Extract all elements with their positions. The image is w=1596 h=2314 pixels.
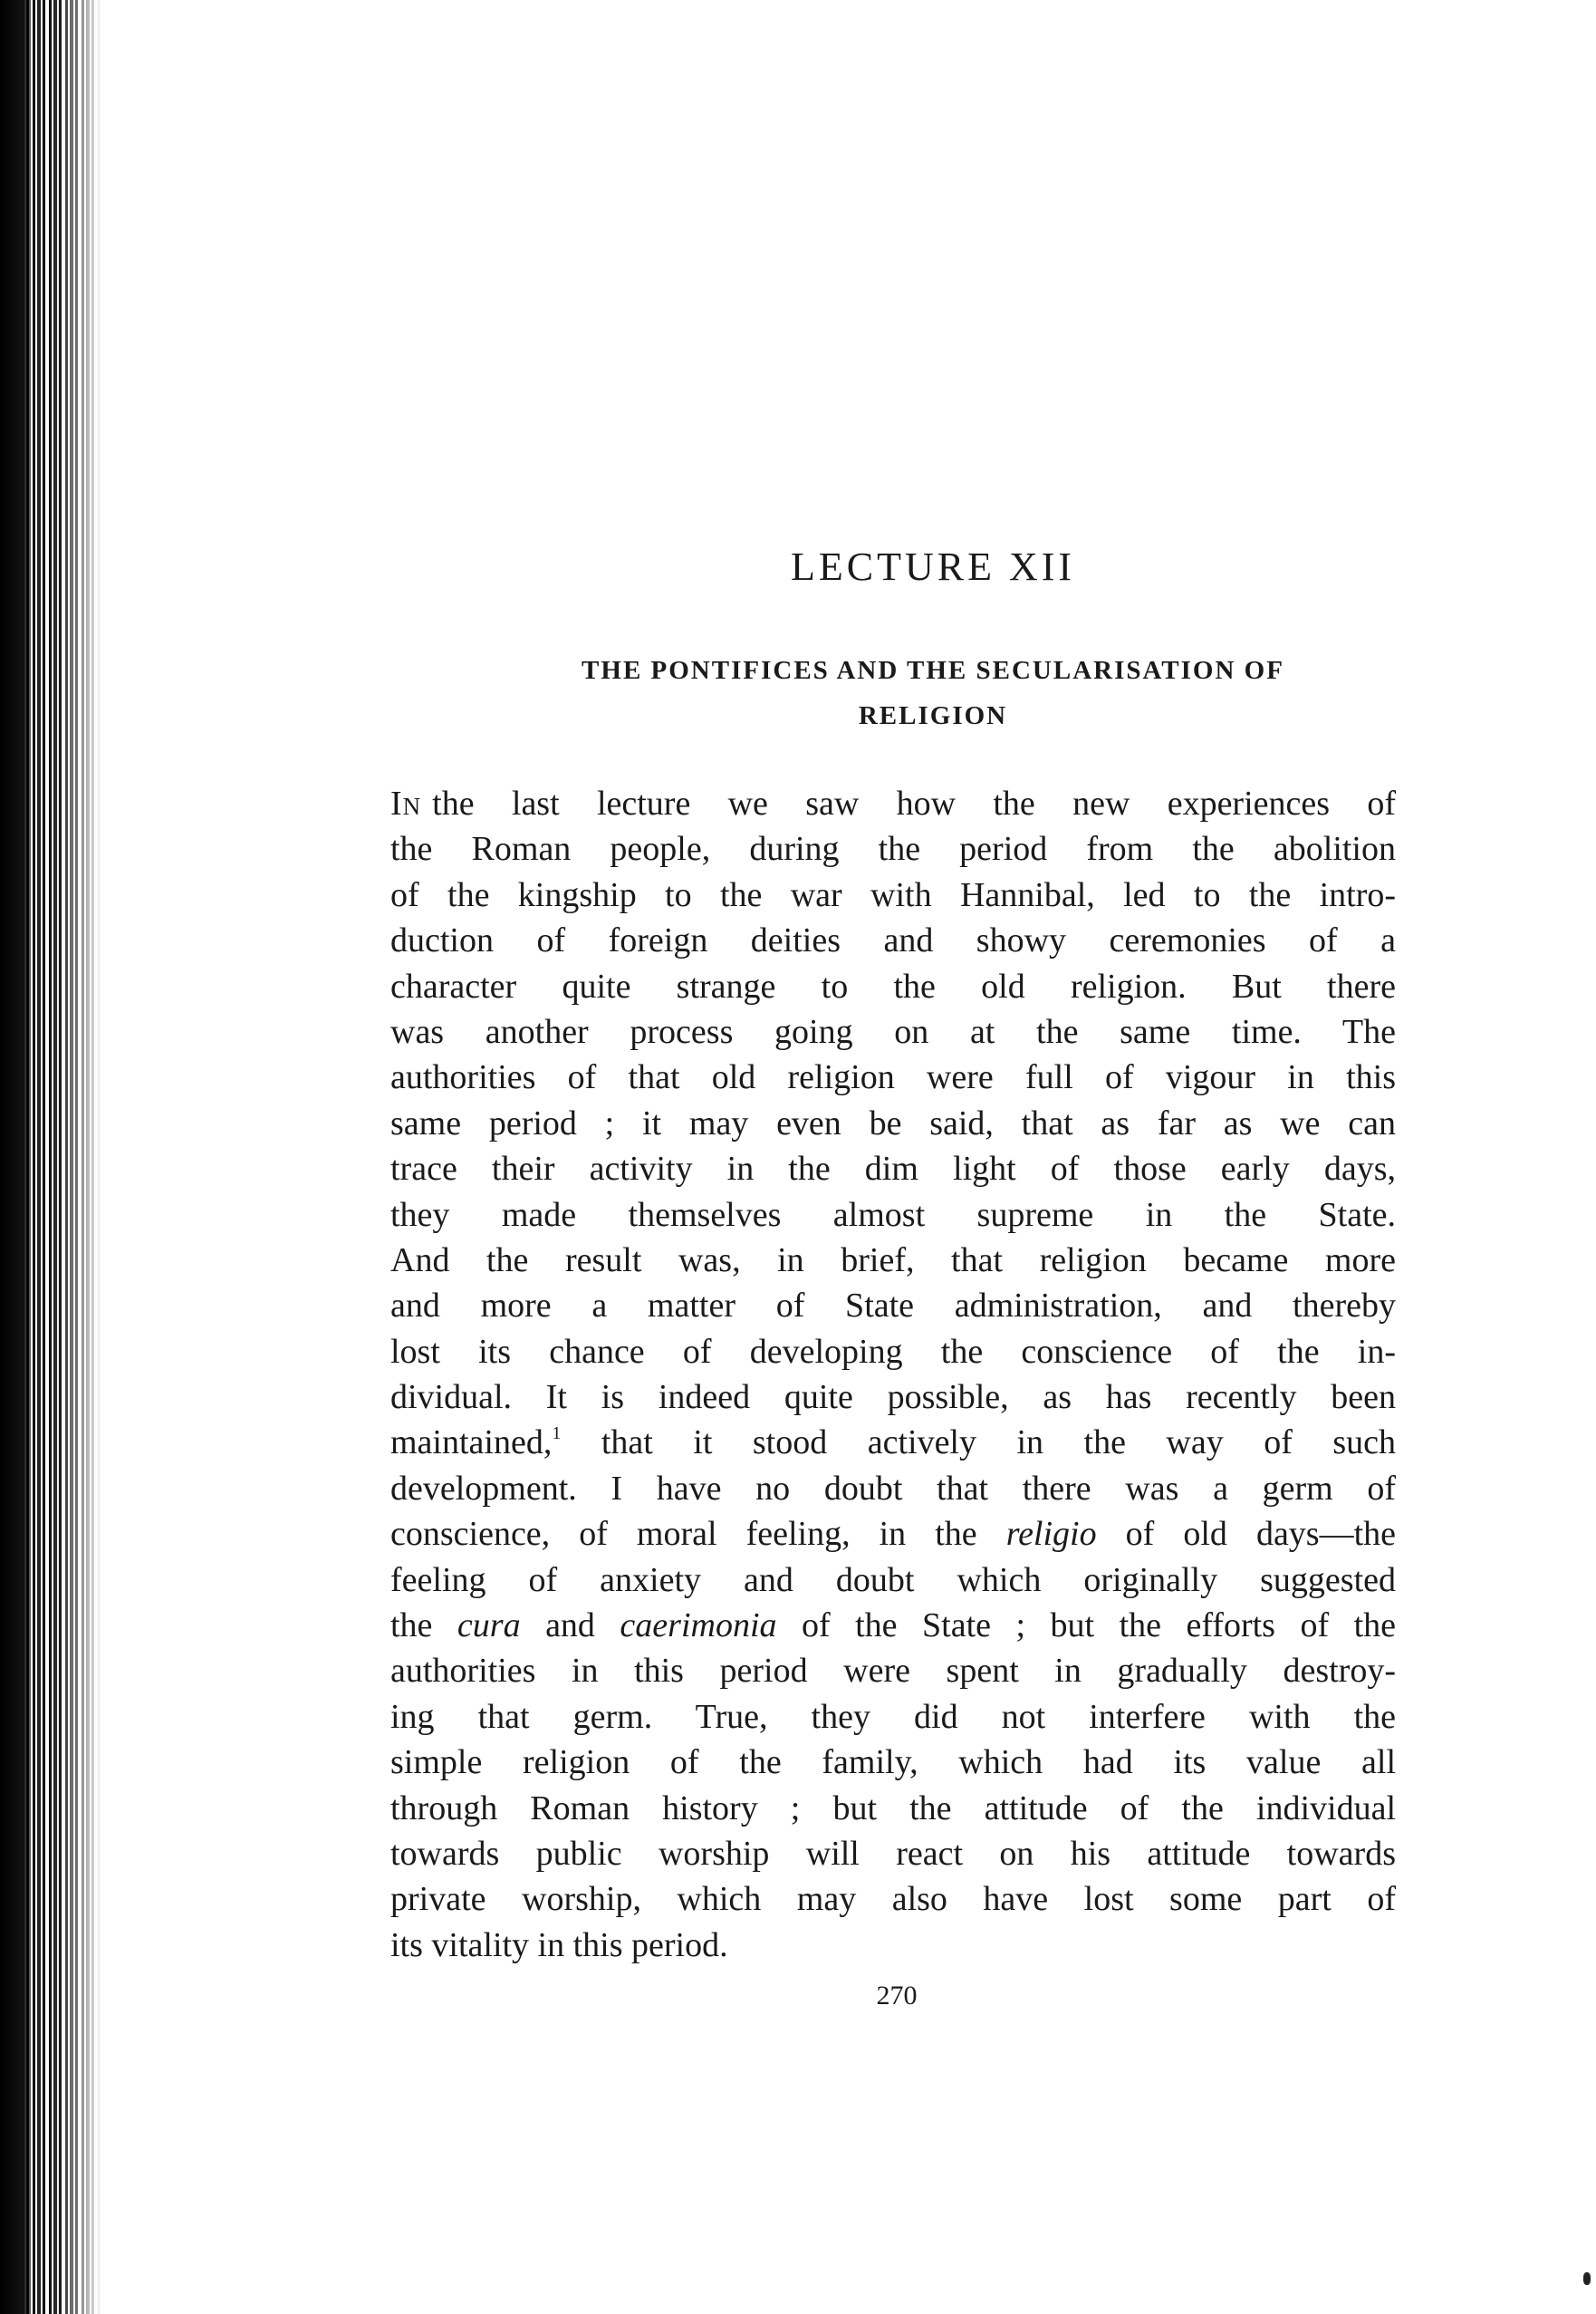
text-line <box>390 1055 1396 1100</box>
italic-term: caerimonia <box>620 1606 777 1645</box>
subtitle-line: RELIGION <box>858 701 1008 730</box>
text-line <box>390 1740 1396 1785</box>
line-text-segment: of the State ; but the efforts of the <box>801 1606 1397 1645</box>
line-text: trace their activity in the dim light of those early days, <box>390 1150 1396 1189</box>
page-number: 270 <box>876 1981 918 2010</box>
line-text: ing that germ. True, they did not interfere with the <box>390 1697 1396 1736</box>
line-text: development. I have no doubt that there was a germ of <box>390 1469 1396 1508</box>
text-line <box>390 1694 1396 1740</box>
line-text: through Roman history ; but the attitude of the individual <box>390 1789 1396 1827</box>
subtitle-line: THE PONTIFICES AND THE SECULARISATION OF <box>582 656 1284 685</box>
lecture-title: LECTURE XII <box>790 545 1076 589</box>
line-text: lost its chance of developing the conscience of the in- <box>390 1332 1396 1371</box>
text-line <box>390 1374 1396 1420</box>
line-text-with-italic <box>390 1603 1396 1648</box>
line-text: same period ; it may even be said, that as far as we can <box>390 1104 1396 1143</box>
text-line <box>390 1923 1396 1968</box>
text-line <box>390 1192 1396 1238</box>
text-line <box>390 1831 1396 1876</box>
text-line <box>390 1101 1396 1146</box>
text-line <box>390 1238 1396 1283</box>
line-text-with-italic <box>390 1511 1396 1557</box>
line-text-with-footnote <box>390 1420 1396 1465</box>
text-line <box>390 1786 1396 1831</box>
text-line <box>390 1009 1396 1055</box>
text-line <box>390 826 1396 872</box>
book-binding-fade <box>54 0 101 2314</box>
text-line <box>390 1283 1396 1328</box>
line-text: and more a matter of State administration, and thereby <box>390 1287 1396 1326</box>
footnote-marker[interactable]: 1 <box>552 1423 562 1444</box>
text-line <box>390 873 1396 918</box>
line-text: they made themselves almost supreme in the State. <box>390 1195 1396 1234</box>
line-text: private worship, which may also have lost some part of <box>390 1880 1396 1919</box>
line-text: its vitality in this period. <box>390 1925 728 1964</box>
text-line <box>390 1466 1396 1511</box>
line-text: dividual. It is indeed quite possible, as has recently been <box>390 1378 1396 1417</box>
line-text-segment: of old days—the <box>1125 1515 1397 1554</box>
line-text: towards public worship will react on his attitude towards <box>390 1834 1396 1873</box>
line-text-segment: that it stood actively in the way of such <box>601 1423 1397 1462</box>
line-text-segment: conscience, of moral feeling, in the <box>390 1515 977 1554</box>
chapter-subtitle <box>389 648 1476 738</box>
book-binding-shadow <box>0 0 31 2314</box>
line-text: And the result was, in brief, that religion became more <box>390 1240 1396 1279</box>
line-text: authorities in this period were spent in gradually destroy- <box>390 1652 1396 1691</box>
line-text: feeling of anxiety and doubt which originally suggested <box>390 1560 1396 1599</box>
line-text-segment: the <box>390 1606 433 1645</box>
line-text: authorities of that old religion were full of vigour in this <box>390 1058 1396 1097</box>
line-text-segment: maintained, <box>390 1423 553 1462</box>
text-line <box>390 1603 1396 1648</box>
text-line <box>390 781 1396 826</box>
body-paragraph <box>390 781 1396 1968</box>
text-line <box>390 918 1396 963</box>
scan-speck <box>1583 2272 1591 2285</box>
text-line <box>390 964 1396 1009</box>
line-text: the Roman people, during the period from the abolition <box>390 830 1396 869</box>
line-text: character quite strange to the old religion. But there <box>390 967 1396 1006</box>
line-text: of the kingship to the war with Hannibal, led to the intro- <box>390 875 1396 914</box>
text-line <box>390 1557 1396 1603</box>
text-line <box>390 1146 1396 1191</box>
text-line <box>390 1420 1396 1465</box>
text-line <box>390 1511 1396 1557</box>
text-line <box>390 1329 1396 1374</box>
line-text: duction of foreign deities and showy ceremonies of a <box>390 921 1396 960</box>
italic-term: cura <box>457 1606 521 1645</box>
italic-term: religio <box>1005 1515 1097 1554</box>
text-line <box>390 1876 1396 1922</box>
drop-cap-word: In <box>390 785 422 823</box>
line-text-segment: and <box>545 1606 595 1645</box>
line-text: simple religion of the family, which had its value all <box>390 1743 1396 1782</box>
line-text: was another process going on at the same time. The <box>390 1012 1396 1051</box>
text-line <box>390 1648 1396 1693</box>
line-text: the last lecture we saw how the new experiences of <box>432 785 1396 823</box>
